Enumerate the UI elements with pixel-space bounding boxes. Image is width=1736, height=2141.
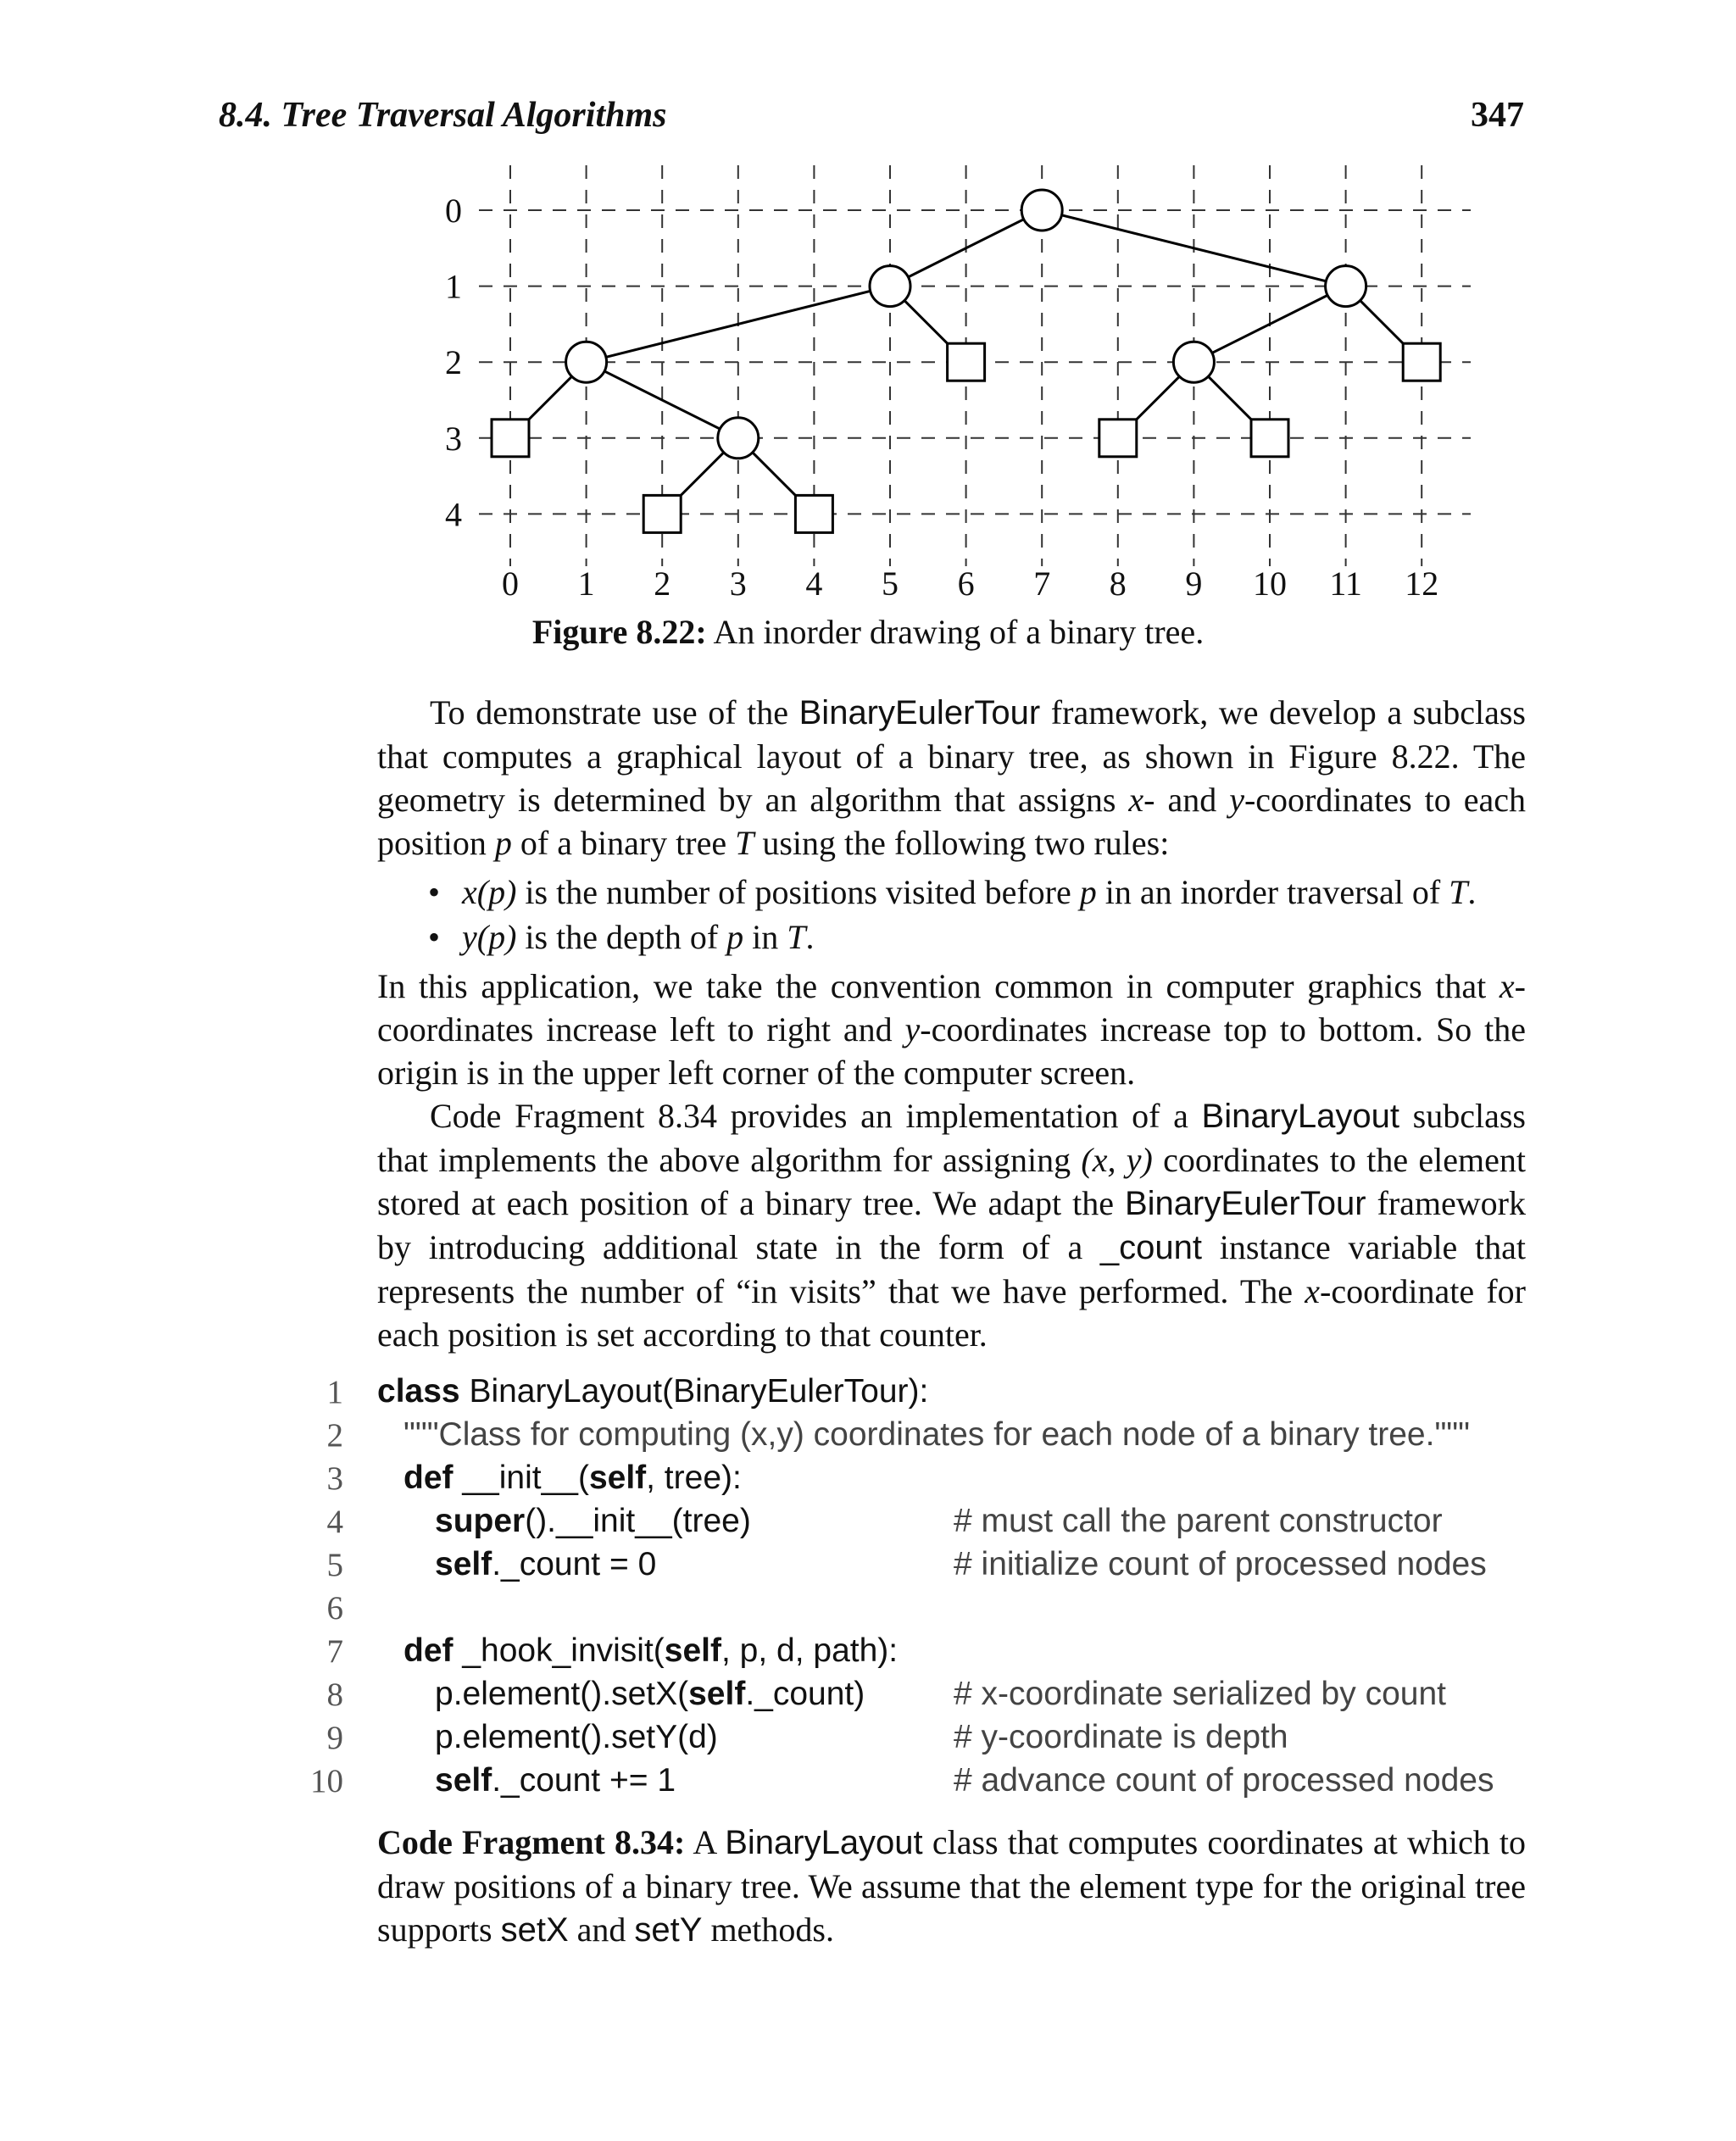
x-axis-label: 10 xyxy=(1253,564,1287,603)
x-axis-label: 12 xyxy=(1405,564,1439,603)
paragraph-2: In this application, we take the convention common in computer graphics that x-coordinates increase left to right and y-coordinates increase top to bottom. So the origin is in the upper left corner of the computer screen. xyxy=(377,967,1527,1092)
code-line-4: super().__init__(tree) xyxy=(435,1503,751,1539)
code-line-7: def _hook_invisit(self, p, d, path): xyxy=(403,1632,899,1669)
code-comment-5: # initialize count of processed nodes xyxy=(954,1546,1487,1582)
x-axis-label: 2 xyxy=(654,564,671,603)
x-axis-label: 8 xyxy=(1109,564,1127,603)
code-comment-10: # advance count of processed nodes xyxy=(954,1762,1494,1799)
code-line-5: self._count = 0 xyxy=(435,1546,657,1582)
code-comment-8: # x-coordinate serialized by count xyxy=(954,1676,1446,1712)
paragraph-1: To demonstrate use of the BinaryEulerTour framework, we develop a subclass that computes a graphical layout of a binary tree, as shown in Figure 8.22. The geometry is determined by an algorithm that assigns x- and y-coordinates to each position p of a binary tree T using the following two rules: xyxy=(377,693,1526,862)
line-number: 5 xyxy=(326,1547,343,1583)
line-number: 4 xyxy=(326,1504,343,1540)
internal-node xyxy=(870,266,910,307)
external-node xyxy=(492,420,529,457)
line-number: 10 xyxy=(310,1763,343,1799)
x-axis-label: 0 xyxy=(502,564,519,603)
internal-node xyxy=(566,342,607,382)
y-axis-label: 2 xyxy=(445,343,462,382)
binary-tree-figure xyxy=(0,0,1736,610)
line-number: 1 xyxy=(326,1374,343,1410)
line-number: 7 xyxy=(326,1633,343,1670)
internal-node xyxy=(1326,266,1366,307)
figure-caption xyxy=(0,612,1736,652)
external-node xyxy=(1099,420,1137,457)
code-line-1: class BinaryLayout(BinaryEulerTour): xyxy=(377,1373,929,1410)
code-comment-9: # y-coordinate is depth xyxy=(954,1719,1288,1755)
external-node xyxy=(948,343,985,381)
figure-caption-text: An inorder drawing of a binary tree. xyxy=(713,613,1205,651)
code-line-8: p.element().setX(self._count) xyxy=(435,1676,865,1712)
internal-node xyxy=(1021,190,1062,231)
section-header: 8.4. Tree Traversal Algorithms xyxy=(219,96,667,135)
paragraph-3: Code Fragment 8.34 provides an implementation of a BinaryLayout subclass that implements the above algorithm for assigning (x, y) coordinates to the element stored at each position of a binary tree. We adapt the BinaryEulerTour framework by introducing additional state in the form of a _count instance variable that represents the number of “in visits” that we have performed. The x-coordinate for each position is set according to that counter. xyxy=(377,1097,1527,1354)
y-axis-label: 0 xyxy=(445,192,462,230)
internal-node xyxy=(1173,342,1214,382)
external-node xyxy=(643,495,681,532)
internal-node xyxy=(718,418,759,459)
x-axis-label: 4 xyxy=(805,564,823,603)
line-number: 8 xyxy=(326,1677,343,1713)
page-number: 347 xyxy=(1471,96,1524,135)
x-axis-label: 1 xyxy=(577,564,595,603)
code-comment-4: # must call the parent constructor xyxy=(954,1503,1443,1539)
code-line-9: p.element().setY(d) xyxy=(435,1719,718,1755)
code-line-3: def __init__(self, tree): xyxy=(403,1460,742,1496)
x-axis-label: 3 xyxy=(729,564,747,603)
code-fragment-caption: Code Fragment 8.34: A BinaryLayout class that computes coordinates at which to draw positions of a binary tree. We assume that the element type for the original tree supports setX and setY methods. xyxy=(377,1823,1526,1949)
x-axis-label: 6 xyxy=(957,564,975,603)
line-number: 2 xyxy=(326,1417,343,1454)
x-axis-label: 5 xyxy=(882,564,899,603)
line-number: 3 xyxy=(326,1460,343,1497)
code-line-10: self._count += 1 xyxy=(435,1762,676,1799)
code-line-2: """Class for computing (x,y) coordinates for each node of a binary tree.""" xyxy=(403,1416,1470,1453)
external-node xyxy=(1251,420,1288,457)
y-axis-label: 4 xyxy=(445,495,462,534)
x-axis-label: 7 xyxy=(1033,564,1051,603)
figure-caption-label: Figure 8.22: xyxy=(531,613,707,651)
x-axis-label: 9 xyxy=(1185,564,1203,603)
external-node xyxy=(795,495,832,532)
line-number: 9 xyxy=(326,1720,343,1756)
y-axis-label: 1 xyxy=(445,267,462,306)
bullet-item-y: • y(p) is the depth of p in T. xyxy=(428,918,815,956)
y-axis-label: 3 xyxy=(445,419,462,458)
bullet-item-x: • x(p) is the number of positions visited before p in an inorder traversal of T. xyxy=(428,873,1477,911)
line-number: 6 xyxy=(326,1590,343,1627)
x-axis-label: 11 xyxy=(1329,564,1362,603)
external-node xyxy=(1403,343,1440,381)
